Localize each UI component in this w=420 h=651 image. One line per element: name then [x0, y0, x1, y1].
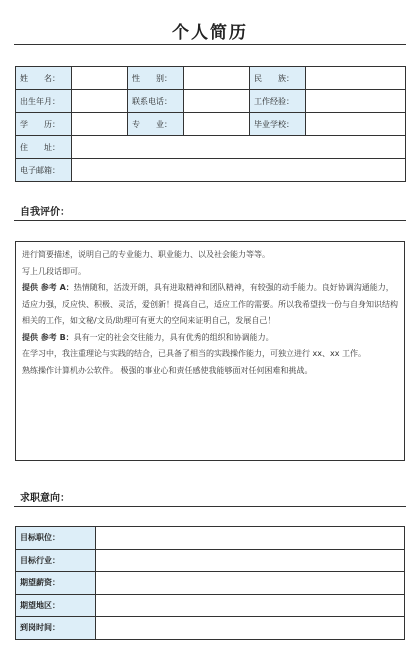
reference-b-text: 具有一定的社会交往能力，具有优秀的组织和协调能力。 — [73, 332, 274, 342]
name-field[interactable] — [72, 67, 128, 90]
name-label: 姓 名： — [16, 67, 72, 90]
self-eval-paragraph: 进行简要描述，说明自己的专业能力、职业能力、以及社会能力等等。 — [22, 250, 270, 259]
self-eval-paragraph: 写上几段话即可。 — [22, 266, 86, 276]
personal-info-table — [15, 66, 406, 182]
target-position-field[interactable] — [96, 527, 405, 550]
birth-label: 出生年月： — [16, 90, 72, 113]
self-eval-paragraph: 在学习中，我注重理论与实践的结合，已具备了相当的实践操作能力，可独立进行 xx、xx 工作。 — [22, 349, 367, 358]
ethnicity-field[interactable] — [306, 67, 406, 90]
phone-field[interactable] — [184, 90, 250, 113]
gender-label: 性 别： — [128, 67, 184, 90]
self-eval-paragraph — [22, 280, 398, 330]
major-field[interactable] — [184, 113, 250, 136]
expected-salary-field[interactable] — [96, 572, 405, 595]
phone-label: 联系电话： — [128, 90, 184, 113]
target-industry-label: 目标行业： — [16, 549, 96, 572]
expected-salary-label: 期望薪资： — [16, 572, 96, 595]
email-field[interactable] — [72, 159, 406, 182]
gender-field[interactable] — [184, 67, 250, 90]
title-divider — [14, 44, 406, 45]
school-field[interactable] — [306, 113, 406, 136]
self-eval-divider — [14, 220, 406, 221]
reference-a-text: 热情随和，活泼开朗，具有进取精神和团队精神，有较强的动手能力。良好协调沟通能力，适应力强，反应快、积极、灵活，爱创新！提高自己，适应工作的需要。所以我希望找一份与自身知识结构相关的工作，如文秘/文员/助理可有更大的空间来证明自己，发展自己！ — [22, 283, 398, 325]
target-industry-field[interactable] — [96, 549, 405, 572]
self-eval-paragraph: 熟练操作计算机办公软件。 极强的事业心和责任感使我能够面对任何困难和挑战。 — [22, 365, 313, 375]
address-field[interactable] — [72, 136, 406, 159]
page-title: 个人简历 — [172, 23, 248, 43]
expected-location-label: 期望地区： — [16, 594, 96, 617]
target-position-label: 目标职位： — [16, 527, 96, 550]
education-label: 学 历： — [16, 113, 72, 136]
education-field[interactable] — [72, 113, 128, 136]
start-date-label: 到岗时间： — [16, 617, 96, 640]
experience-field[interactable] — [306, 90, 406, 113]
address-label: 住 址： — [16, 136, 72, 159]
self-eval-paragraph — [22, 330, 398, 347]
experience-label: 工作经验： — [250, 90, 306, 113]
self-eval-box[interactable] — [15, 241, 405, 461]
job-intent-heading: 求职意向： — [20, 493, 70, 504]
ethnicity-label: 民 族： — [250, 67, 306, 90]
school-label: 毕业学校： — [250, 113, 306, 136]
job-intent-table — [15, 526, 405, 640]
major-label: 专 业： — [128, 113, 184, 136]
reference-a-label: 提供 参考 A： — [22, 283, 74, 292]
birth-field[interactable] — [72, 90, 128, 113]
self-eval-heading: 自我评价： — [20, 207, 70, 218]
expected-location-field[interactable] — [96, 594, 405, 617]
reference-b-label: 提供 参考 B： — [22, 332, 74, 342]
job-intent-divider — [14, 506, 406, 507]
start-date-field[interactable] — [96, 617, 405, 640]
email-label: 电子邮箱： — [16, 159, 72, 182]
